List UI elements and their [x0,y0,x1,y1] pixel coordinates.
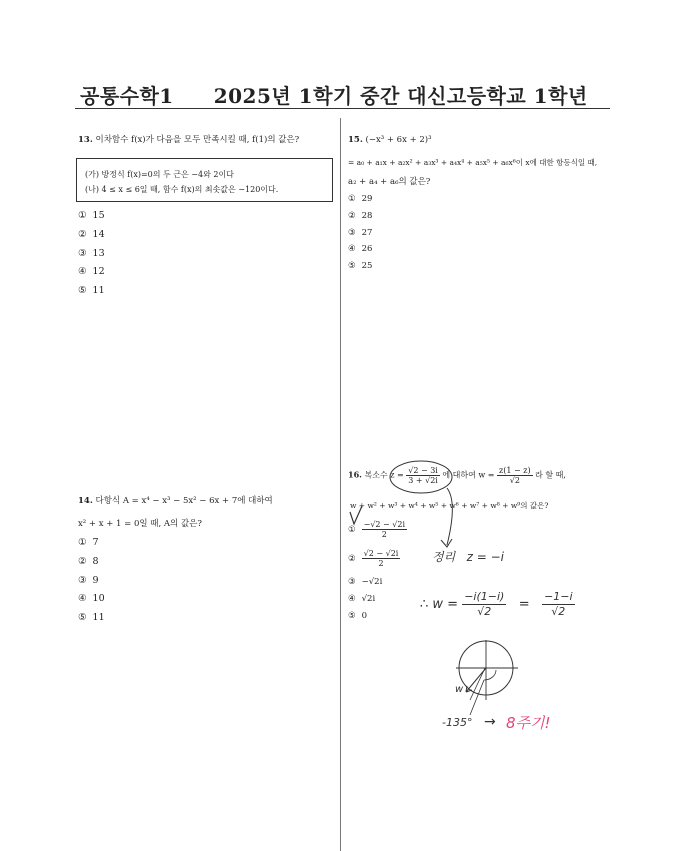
q13-choice-1: ① 15 [78,210,105,221]
z-circle-mark [390,461,452,493]
note-angle: -135° [442,716,473,729]
q15-stem-line3: a₂ + a₄ + a₆의 값은? [348,177,431,187]
check-mark [350,506,362,524]
q13-condition-ga: (가) 방정식 f(x)=0의 두 근은 −4와 2이다 [85,170,234,179]
arrow-curve [447,488,452,545]
q16-choice-2: ② $\frac{√2 - √2i}{2}$ [348,549,399,568]
q15-choice-1: ① 29 [348,194,373,204]
q14-choice-4: ④ 10 [78,593,105,604]
q14-choice-3: ③ 9 [78,575,99,586]
exam-title: 2025년 1학기 중간 대신고등학교 1학년 [213,84,588,108]
q15-stem-line2: = a₀ + a₁x + a₂x² + a₃x³ + a₄x⁴ + a₅x⁵ + a₆x⁶이 x에 대한 항등식일 때, [348,158,598,167]
subject-title: 공통수학1 [80,84,174,108]
q14-choice-1: ① 7 [78,537,99,548]
q16-w-fraction: $\frac{z(1 - z)}{√2}$ [499,466,531,485]
q14-stem-line2: x² + x + 1 = 0일 때, A의 값은? [78,519,202,529]
q15-number: 15. [348,135,363,145]
q15-choice-4: ④ 26 [348,244,373,254]
q14-choice-5: ⑤ 11 [78,612,105,623]
q16-choice-4: ④ √2i [348,594,376,604]
note-solve-z: 정리 z = −i [432,550,505,564]
q15-choice-5: ⑤ 25 [348,261,373,271]
q13-choice-5: ⑤ 11 [78,285,105,296]
q16-number: 16. [348,469,362,480]
q15-choice-3: ③ 27 [348,228,373,238]
q16-choice-5: ⑤ 0 [348,611,368,621]
q16-stem-line1: 16. 복소수 z = $\frac{√2 - 3i}{3 + √2i}$ 에 대하여 w = $\frac{z(1 - z)}{√2}$ 라 할 때, [348,466,566,485]
q16-z-fraction: $\frac{√2 - 3i}{3 + √2i}$ [408,466,438,485]
note-period: 8주기! [506,714,551,732]
q13-choice-2: ② 14 [78,229,105,240]
q16-stem-line2: w + w² + w³ + w⁴ + w⁵ + w⁶ + w⁷ + w⁸ + w⁹의 값은? [350,501,549,510]
note-arrow: → [484,714,496,730]
note-w-value: ∴ w = $\frac{-i(1-i)}{√2}$ = $\frac{-1-i}{√2}$ [420,590,573,618]
q15-stem-line1: 15. (−x³ + 6x + 2)³ [348,135,432,145]
q16-choice-1: ① $\frac{-√2 - √2i}{2}$ [348,520,406,539]
note-w-label: w [455,684,464,695]
q13-number: 13. [78,135,93,145]
q15-choice-2: ② 28 [348,211,373,221]
q14-stem-line1: 14. 다항식 A = x⁴ − x³ − 5x² − 6x + 7에 대하여 [78,496,273,506]
q13-condition-na: (나) 4 ≤ x ≤ 6일 때, 함수 f(x)의 최솟값은 −120이다. [85,185,279,194]
q16-choice-3: ③ −√2i [348,577,383,587]
arrow-head [441,539,452,547]
q14-choice-2: ② 8 [78,556,99,567]
q14-number: 14. [78,496,93,506]
q13-choice-3: ③ 13 [78,248,105,259]
q13-choice-4: ④ 12 [78,266,105,277]
q13-stem-text: 이차함수 f(x)가 다음을 모두 만족시킬 때, f(1)의 값은? [95,135,300,145]
